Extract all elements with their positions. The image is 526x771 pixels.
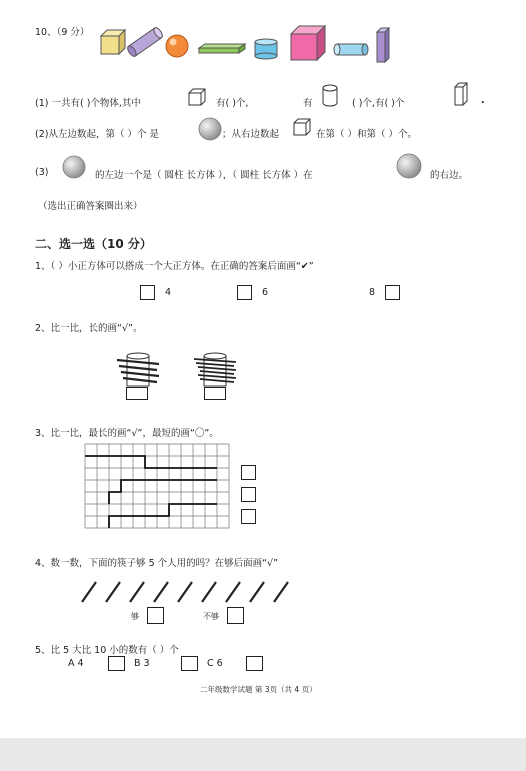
coil-figure-right	[192, 352, 242, 392]
cylinder-tilted-icon	[126, 26, 164, 58]
q3-text: 3、比一比，最长的画“√”，最短的画“〇”。	[35, 428, 219, 439]
gray-sphere-icon-3	[396, 153, 422, 179]
q4-text: 4、数一数，下面的筷子够 5 个人用的吗？在够后面画“√”	[35, 558, 279, 569]
chopsticks-figure	[78, 578, 318, 608]
q10-line2-c: 在第（ ）和第（ ）个。	[316, 129, 418, 140]
q3-answer-box-1[interactable]	[241, 465, 256, 480]
q5-answer-box-b[interactable]	[181, 656, 198, 671]
bottom-gray-bar	[0, 738, 526, 771]
q10-line1-c: 有	[303, 98, 313, 109]
q4-enough-label: 够	[131, 612, 139, 621]
q3-answer-box-2[interactable]	[241, 487, 256, 502]
q5-text: 5、比 5 大比 10 小的数有（ ）个	[35, 645, 179, 656]
q10-line1-a: (1) 一共有( )个物体,其中	[35, 98, 141, 109]
q1-option-2: 6	[262, 287, 269, 298]
q5-option-c: C 6	[207, 658, 223, 669]
tall-box-outline-icon	[454, 82, 470, 108]
gray-sphere-icon	[198, 117, 222, 141]
cylinder-horizontal-icon	[334, 44, 368, 55]
pink-cube-icon	[291, 26, 325, 60]
q4-enough-box[interactable]	[147, 607, 164, 624]
cube-outline-icon-2	[293, 118, 313, 138]
tall-box-icon	[377, 28, 389, 62]
q5-option-a: A 4	[68, 658, 84, 669]
q5-answer-box-c[interactable]	[246, 656, 263, 671]
q3-line-top	[85, 456, 217, 468]
q3-grid	[85, 444, 235, 534]
flat-box-icon	[199, 44, 245, 53]
cylinder-short-icon	[255, 39, 277, 59]
q10-line3-a: (3)	[35, 167, 49, 178]
q1-answer-box-1[interactable]	[140, 285, 155, 300]
q10-title: 10、（9 分）	[35, 27, 90, 38]
q2-text: 2、比一比，长的画“√”。	[35, 323, 143, 334]
q1-answer-box-2[interactable]	[237, 285, 252, 300]
q10-line1-d: ( )个,有( )个	[352, 98, 405, 109]
shapes-row	[95, 20, 395, 70]
q10-line3-c: 的右边。	[430, 170, 469, 181]
page-footer: 二年级数学试题 第 3页（共 4 页）	[200, 685, 317, 694]
q4-not-enough-label: 不够	[203, 612, 219, 621]
q2-answer-box-left[interactable]	[126, 387, 148, 400]
q10-line2-a: (2)从左边数起，第（ ）个 是	[35, 129, 159, 140]
cube-outline-icon	[188, 88, 208, 108]
q1-text: 1、（ ）小正方体可以搭成一个大正方体。在正确的答案后面画“✔”	[35, 261, 314, 272]
gray-sphere-icon-2	[62, 155, 86, 179]
q1-option-3: 8	[369, 287, 376, 298]
q5-answer-box-a[interactable]	[108, 656, 125, 671]
q1-option-1: 4	[165, 287, 172, 298]
q1-answer-box-3[interactable]	[385, 285, 400, 300]
q10-line1-period: .	[481, 95, 485, 106]
cylinder-outline-icon	[322, 84, 340, 108]
cube-icon	[101, 30, 125, 54]
q10-line1-b: 有( )个,	[216, 98, 249, 109]
coil-figure-left	[115, 352, 165, 392]
sphere-icon	[166, 35, 188, 57]
q2-answer-box-right[interactable]	[204, 387, 226, 400]
q3-answer-box-3[interactable]	[241, 509, 256, 524]
q4-not-enough-box[interactable]	[227, 607, 244, 624]
q10-line2-b: ；从右边数起	[222, 129, 280, 140]
q10-line3-b: 的左边一个是（ 圆柱 长方体 ），（ 圆柱 长方体 ）在	[95, 170, 313, 181]
section2-heading: 二、选一选（10 分）	[35, 237, 152, 251]
q5-option-b: B 3	[134, 658, 150, 669]
q10-note: （选出正确答案圈出来）	[38, 201, 143, 212]
